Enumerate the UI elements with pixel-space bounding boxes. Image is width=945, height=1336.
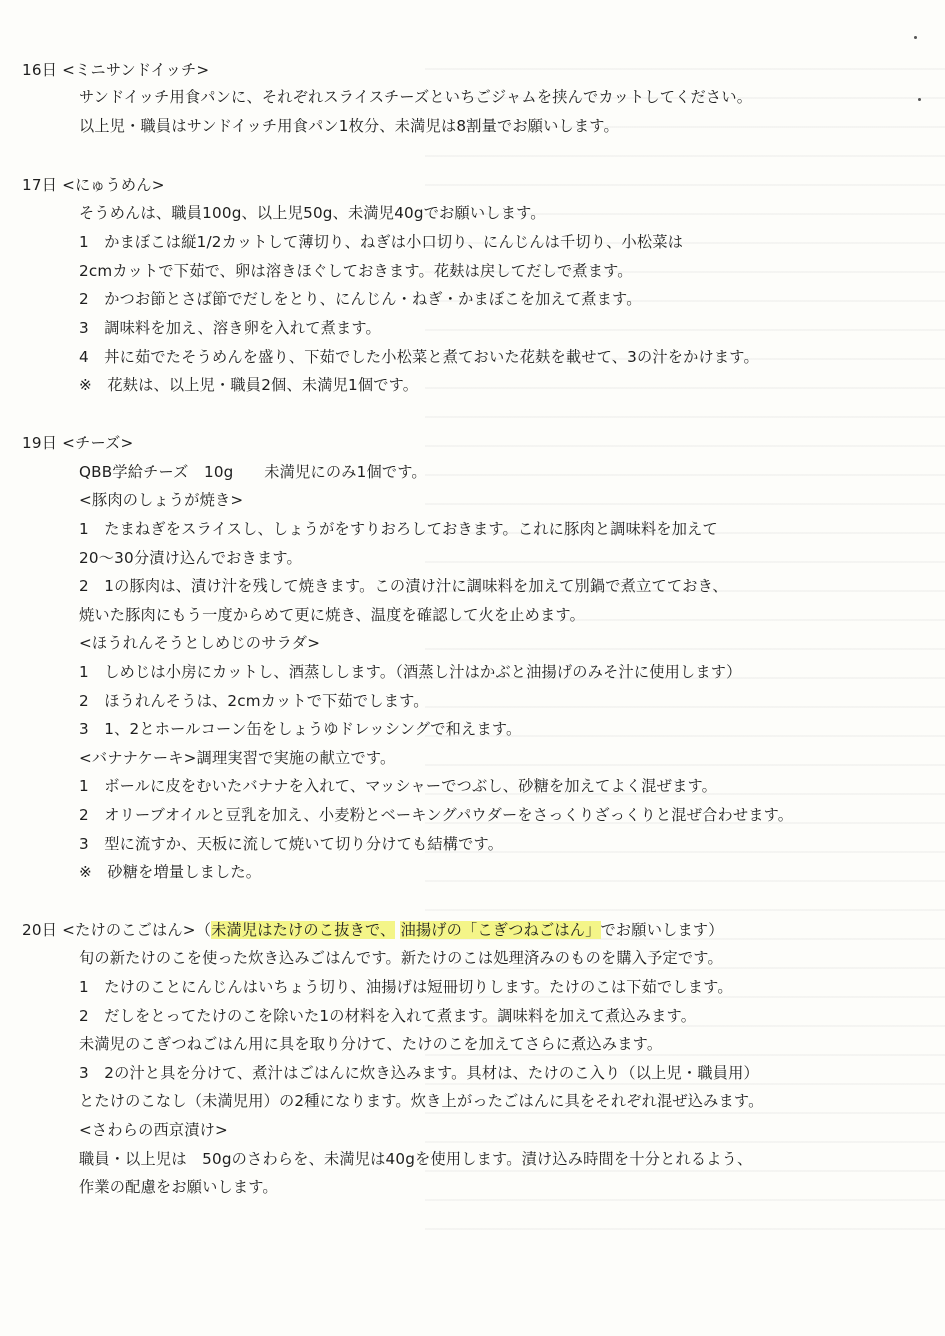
day-19-subheading: <ほうれんそうとしめじのサラダ> (79, 634, 321, 652)
day-17-line: 2 かつお節とさば節でだしをとり、にんじん・ねぎ・かまぼこを加えて煮ます。 (79, 290, 642, 308)
day-20-line: 3 2の汁と具を分けて、煮汁はごはんに炊き込みます。具材は、たけのこ入り（以上児・職員用） (79, 1064, 759, 1082)
day-20-heading (22, 920, 724, 940)
day-17-line: 2cmカットで下茹で、卵は溶きほぐしておきます。花麸は戻してだしで煮ます。 (79, 262, 633, 280)
day-17-line: 4 丼に茹でたそうめんを盛り、下茹でした小松菜と煮ておいた花麸を載せて、3の汁をかけます。 (79, 348, 759, 366)
day-19-line: 2 1の豚肉は、漬け汁を残して焼きます。この漬け汁に調味料を加えて別鍋で煮立てておき、 (79, 577, 728, 595)
day-17-line: 1 かまぼこは縦1/2カットして薄切り、ねぎは小口切り、にんじんは千切り、小松菜は (79, 233, 684, 251)
day-17-note: ※ 花麸は、以上児・職員2個、未満児1個です。 (79, 376, 419, 394)
day-19-line: 3 型に流すか、天板に流して焼いて切り分けても結構です。 (79, 835, 504, 853)
day-19-subheading: <バナナケーキ>調理実習で実施の献立です。 (79, 749, 396, 767)
day-19-line: 2 ほうれんそうは、2cmカットで下茹でします。 (79, 692, 429, 710)
day-17-line: そうめんは、職員100g、以上児50g、未満児40gでお願いします。 (79, 204, 546, 222)
day-17-heading: 17日 <にゅうめん> (22, 176, 165, 194)
scan-speck (914, 36, 917, 39)
day-20-line: 2 だしをとってたけのこを除いた1の材料を入れて煮ます。調味料を加えて煮込みます。 (79, 1007, 697, 1025)
day-20-line: 未満児のこぎつねごはん用に具を取り分けて、たけのこを加えてさらに煮込みます。 (79, 1035, 663, 1053)
day-20-line: 1 たけのことにんじんはいちょう切り、油揚げは短冊切りします。たけのこは下茹でします。 (79, 978, 733, 996)
day-20-subheading: <さわらの西京漬け> (79, 1121, 228, 1139)
highlight-kogitsune-gohan: 油揚げの「こぎつねごはん」 (400, 921, 601, 939)
day-19-note: ※ 砂糖を増量しました。 (79, 863, 262, 881)
day-17-line: 3 調味料を加え、溶き卵を入れて煮ます。 (79, 319, 381, 337)
day-19-heading: 19日 <チーズ> (22, 434, 134, 452)
day-20-line: とたけのこなし（未満児用）の2種になります。炊き上がったごはんに具をそれぞれ混ぜ込みます。 (79, 1092, 764, 1110)
day-19-line: 2 オリーブオイルと豆乳を加え、小麦粉とベーキングパウダーをさっくりざっくりと混ぜ合わせます。 (79, 806, 794, 824)
day-19-line: 3 1、2とホールコーン缶をしょうゆドレッシングで和えます。 (79, 720, 522, 738)
day-20-line: 職員・以上児は 50gのさわらを、未満児は40gを使用します。漬け込み時間を十分とれるよう、 (79, 1150, 753, 1168)
day-19-line: 1 しめじは小房にカットし、酒蒸しします。（酒蒸し汁はかぶと油揚げのみそ汁に使用します） (79, 663, 742, 681)
day-19-line: QBB学給チーズ 10g 未満児にのみ1個です。 (79, 463, 427, 481)
day-16-line: 以上児・職員はサンドイッチ用食パン1枚分、未満児は8割量でお願いします。 (79, 117, 619, 135)
day-19-line: 1 ボールに皮をむいたバナナを入れて、マッシャーでつぶし、砂糖を加えてよく混ぜます。 (79, 777, 718, 795)
day-19-line: 1 たまねぎをスライスし、しょうがをすりおろしておきます。これに豚肉と調味料を加えて (79, 520, 718, 538)
day-19-line: 20〜30分漬け込んでおきます。 (79, 549, 302, 567)
day-20-line: 旬の新たけのこを使った炊き込みごはんです。新たけのこは処理済みのものを購入予定です。 (79, 949, 723, 967)
day-19-subheading: <豚肉のしょうが焼き> (79, 491, 244, 509)
day-16-heading: 16日 <ミニサンドイッチ> (22, 61, 210, 79)
day-20-line: 作業の配慮をお願いします。 (79, 1178, 278, 1196)
day-20-title: 20日 <たけのこごはん>（ (22, 921, 212, 939)
scan-speck (918, 98, 921, 101)
day-20-title-end: でお願いします） (600, 921, 724, 939)
day-19-line: 焼いた豚肉にもう一度からめて更に焼き、温度を確認して火を止めます。 (79, 606, 585, 624)
day-16-line: サンドイッチ用食パンに、それぞれスライスチーズといちごジャムを挟んでカットしてください。 (79, 88, 753, 106)
highlight-no-bamboo: 未満児はたけのこ抜きで、 (211, 921, 396, 939)
